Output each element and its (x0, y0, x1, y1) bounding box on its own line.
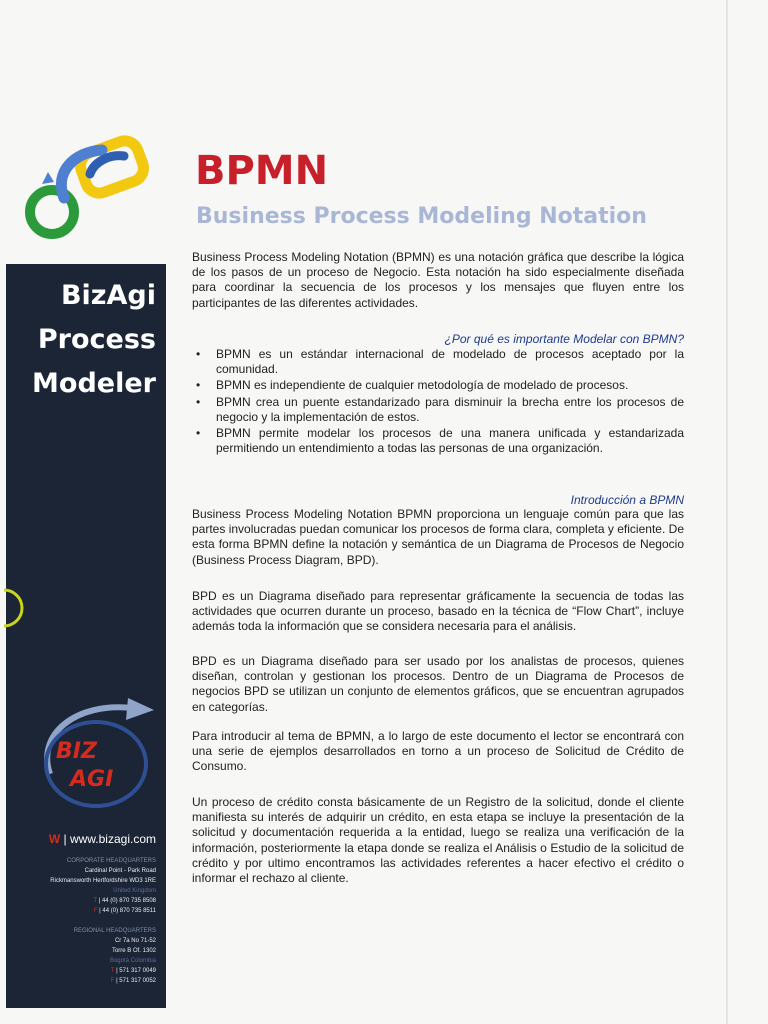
corporate-fax (6, 906, 156, 916)
corporate-heading: CORPORATE HEADQUARTERS (66, 858, 156, 864)
regional-fax (6, 976, 156, 986)
fax-number: | 44 (0) 870 735 8511 (99, 908, 156, 914)
bizagi-chain-logo-icon (24, 132, 164, 250)
regional-line: Torre B Of. 1302 (111, 948, 156, 954)
page-title: BPMN (195, 148, 329, 194)
fax-number: | 571 317 0052 (116, 978, 156, 984)
regional-heading: REGIONAL HEADQUARTERS (73, 928, 156, 934)
regional-address (6, 926, 156, 986)
body-paragraph: Business Process Modeling Notation BPMN proporciona un lenguaje común para que las partes involucradas puedan comunicar los procesos de forma clara, completa y eficiente. De esta forma BPMN define la notación y semántica de un Diagrama de Procesos de Negocio (Business Process Diagram, BPD). (192, 507, 684, 567)
website-prefix: W (48, 832, 61, 846)
sidebar-title (6, 274, 156, 406)
sidebar-title-line: Process (37, 324, 156, 355)
corporate-line: Cardinal Point - Park Road (84, 868, 156, 874)
page-edge (726, 0, 728, 1024)
bizagi-logo-icon (36, 694, 156, 812)
corporate-address (6, 856, 156, 916)
regional-line: Cr 7a No 71-52 (114, 938, 156, 944)
section-heading-intro: Introducción a BPMN (570, 493, 684, 507)
phone-number: | 44 (0) 870 735 8508 (98, 898, 156, 904)
page-subtitle: Business Process Modeling Notation (196, 204, 647, 229)
corporate-phone (6, 896, 156, 906)
fax-label: F (93, 908, 98, 914)
section-heading-why: ¿Por qué es importante Modelar con BPMN? (444, 332, 684, 346)
why-bullet-list (192, 347, 684, 457)
sidebar (6, 264, 166, 1008)
body-paragraph: Un proceso de crédito consta básicamente de un Registro de la solicitud, donde el cliente manifiesta su interés de adquirir un crédito, en esta etapa se incluye la presentación de la solicitud y documentación requerida a la entidad, luego se realiza una verificación de la información, posteriormente la etapa donde se realiza el Análisis o Estudio de la solicitud de crédito y por ultimo encontramos las actividades referentes a hacer efectivo el crédito o informar el rechazo al cliente. (192, 795, 684, 886)
partial-ring-icon (0, 586, 28, 630)
website-link[interactable]: | www.bizagi.com (63, 832, 156, 846)
phone-label: T (93, 898, 98, 904)
list-item: • BPMN es un estándar internacional de modelado de procesos aceptado por la comunidad. (192, 347, 684, 377)
sidebar-title-line: Modeler (32, 368, 156, 399)
intro-paragraph: Business Process Modeling Notation (BPMN) es una notación gráfica que describe la lógica de los pasos de un proceso de Negocio. Esta notación ha sido especialmente diseñada para coordinar la secuencia de los procesos y los mensajes que fluyen entre los participantes de las diferentes actividades. (192, 250, 684, 310)
body-paragraph: BPD es un Diagrama diseñado para ser usado por los analistas de procesos, quienes diseñan, controlan y gestionan los procesos. Dentro de un Diagrama de Procesos de negocios BPD se utilizan un conjunto de elementos gráficos, que se encuentran agrupados en categorías. (192, 654, 684, 714)
logo-text-biz: BIZ (56, 739, 97, 764)
list-item: • BPMN permite modelar los procesos de una manera unificada y estandarizada permitiendo un entendimiento a todas las personas de una organización. (192, 426, 684, 456)
body-paragraph: Para introducir al tema de BPMN, a lo largo de este documento el lector se encontrará con una serie de ejemplos desarrollados en torno a un proceso de Solicitud de Crédito de Consumo. (192, 729, 684, 774)
sidebar-title-line: BizAgi (60, 280, 156, 311)
corporate-line: Rickmansworth Hertfordshire WD3 1RE (50, 878, 156, 884)
website-line (6, 832, 156, 846)
phone-label: T (110, 968, 115, 974)
fax-label: F (110, 978, 115, 984)
list-item: • BPMN es independiente de cualquier metodología de modelado de procesos. (192, 378, 684, 393)
body-paragraph: BPD es un Diagrama diseñado para representar gráficamente la secuencia de todas las actividades que ocurren durante un proceso, basado en la técnica de “Flow Chart”, incluye además toda la información que se considera necesaria para el análisis. (192, 589, 684, 634)
regional-phone (6, 966, 156, 976)
phone-number: | 571 317 0049 (116, 968, 156, 974)
list-item: • BPMN crea un puente estandarizado para disminuir la brecha entre los procesos de negocio y la implementación de estos. (192, 395, 684, 425)
corporate-country: United Kingdom (113, 888, 156, 894)
regional-country: Bogotá Colombia (109, 958, 156, 964)
logo-text-agi: AGI (70, 767, 114, 792)
